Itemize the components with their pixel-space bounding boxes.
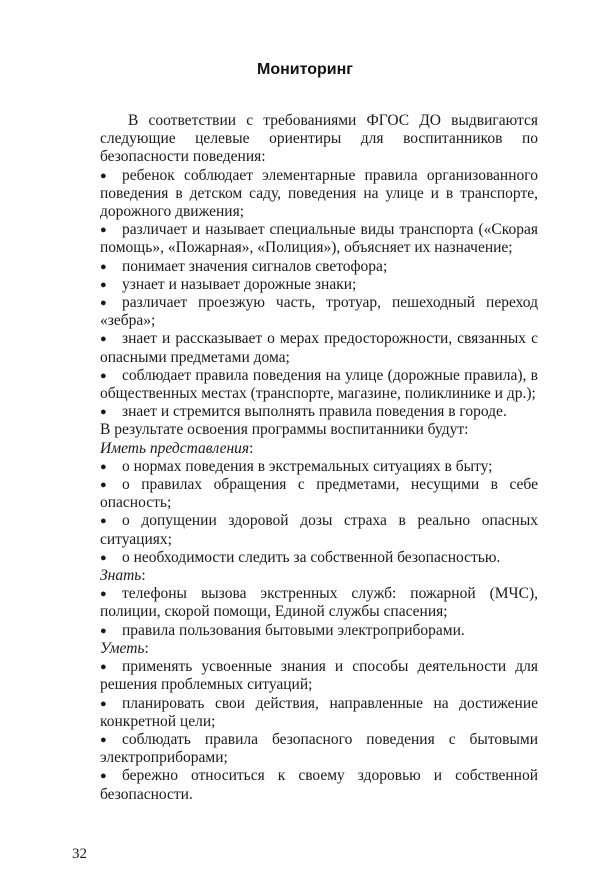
section-heading-text: Иметь представления bbox=[100, 439, 250, 457]
bullet-icon: ● bbox=[100, 588, 107, 601]
section-heading-colon: : bbox=[249, 439, 254, 457]
bullet-item bbox=[100, 330, 538, 366]
bullet-item bbox=[100, 167, 538, 222]
bullet-item bbox=[100, 622, 538, 640]
bullet-text: различает и называет специальные виды транспорта («Скорая помощь», «Пожарная», «Полиция»), объясняет их назначение; bbox=[100, 221, 538, 257]
bullet-icon: ● bbox=[100, 369, 107, 382]
sections bbox=[100, 440, 538, 804]
bullet-text: различает проезжую часть, тротуар, пешеходный переход «зебра»; bbox=[100, 294, 538, 330]
bullet-text: применять усвоенные знания и способы деятельности для решения проблемных ситуаций; bbox=[100, 658, 538, 694]
bullet-icon: ● bbox=[100, 479, 107, 492]
bullet-icon: ● bbox=[100, 297, 107, 310]
page-number: 32 bbox=[72, 846, 87, 862]
bullet-text: знает и рассказывает о мерах предосторожности, связанных с опасными предметами дома; bbox=[100, 330, 538, 366]
section-heading-text: Уметь bbox=[100, 639, 145, 657]
bullet-item bbox=[100, 367, 538, 403]
page-title: Мониторинг bbox=[257, 61, 353, 78]
bullet-icon: ● bbox=[100, 224, 107, 237]
bullet-icon: ● bbox=[100, 260, 107, 273]
bullet-text: о правилах обращения с предметами, несущими в себе опасность; bbox=[100, 476, 538, 512]
bullet-item bbox=[100, 403, 538, 421]
bullet-text: знает и стремится выполнять правила поведения в городе. bbox=[122, 403, 507, 421]
bullet-text: соблюдает правила поведения на улице (дорожные правила), в общественных местах (транспорте, магазине, поликлинике и др.); bbox=[100, 366, 538, 403]
bullet-icon: ● bbox=[100, 697, 107, 710]
bullet-icon: ● bbox=[100, 733, 107, 746]
section-heading-colon: : bbox=[141, 567, 146, 585]
intro-paragraph: В соответствии с требованиями ФГОС ДО выдвигаются следующие целевые ориентиры для воспитанников по безопасности поведения: bbox=[100, 112, 538, 166]
bullet-text: телефоны вызова экстренных служб: пожарной (МЧС), полиции, скорой помощи, Единой службы спасения; bbox=[100, 585, 538, 621]
section-heading bbox=[100, 640, 538, 658]
bullet-text: ребенок соблюдает элементарные правила организованного поведения в детском саду, поведения на улице и в транспорте, дорожного движения; bbox=[100, 166, 538, 221]
bullet-item bbox=[100, 458, 538, 476]
targets-list bbox=[100, 167, 538, 422]
section-heading bbox=[100, 440, 538, 458]
bullet-icon: ● bbox=[100, 770, 107, 783]
bullet-text: соблюдать правила безопасного поведения с бытовыми электроприборами; bbox=[100, 730, 538, 767]
bullet-text: о допущении здоровой дозы страха в реально опасных ситуациях; bbox=[100, 512, 538, 548]
bullet-text: о необходимости следить за собственной безопасностью. bbox=[122, 548, 501, 566]
bullet-item bbox=[100, 476, 538, 512]
bullet-icon: ● bbox=[100, 551, 107, 564]
bullet-icon: ● bbox=[100, 661, 107, 674]
bullet-item bbox=[100, 695, 538, 731]
bullet-item bbox=[100, 276, 538, 294]
bullet-icon: ● bbox=[100, 169, 107, 182]
bullet-item bbox=[100, 585, 538, 621]
bullet-icon: ● bbox=[100, 333, 107, 346]
bullet-icon: ● bbox=[100, 515, 107, 528]
section-heading-colon: : bbox=[144, 639, 149, 657]
bullet-icon: ● bbox=[100, 406, 107, 419]
bullet-item bbox=[100, 512, 538, 548]
bullet-text: планировать свои действия, направленные на достижение конкретной цели; bbox=[100, 694, 538, 730]
bullet-text: понимает значения сигналов светофора; bbox=[122, 257, 388, 275]
bullet-icon: ● bbox=[100, 460, 107, 473]
bullet-item bbox=[100, 549, 538, 567]
bullet-text: узнает и называет дорожные знаки; bbox=[122, 275, 357, 293]
bullet-text: бережно относиться к своему здоровью и собственной безопасности. bbox=[100, 767, 538, 803]
section-heading-text: Знать bbox=[100, 567, 142, 585]
bullet-item bbox=[100, 767, 538, 803]
result-line: В результате освоения программы воспитанники будут: bbox=[100, 421, 469, 439]
section-heading bbox=[100, 567, 538, 585]
bullet-item bbox=[100, 294, 538, 330]
bullet-item bbox=[100, 658, 538, 694]
bullet-item bbox=[100, 221, 538, 257]
bullet-item bbox=[100, 731, 538, 767]
bullet-icon: ● bbox=[100, 624, 107, 637]
bullet-text: правила пользования бытовыми электроприборами. bbox=[122, 621, 465, 639]
bullet-icon: ● bbox=[100, 278, 107, 291]
page-body bbox=[100, 112, 538, 804]
bullet-item bbox=[100, 258, 538, 276]
bullet-text: о нормах поведения в экстремальных ситуациях в быту; bbox=[122, 457, 493, 475]
